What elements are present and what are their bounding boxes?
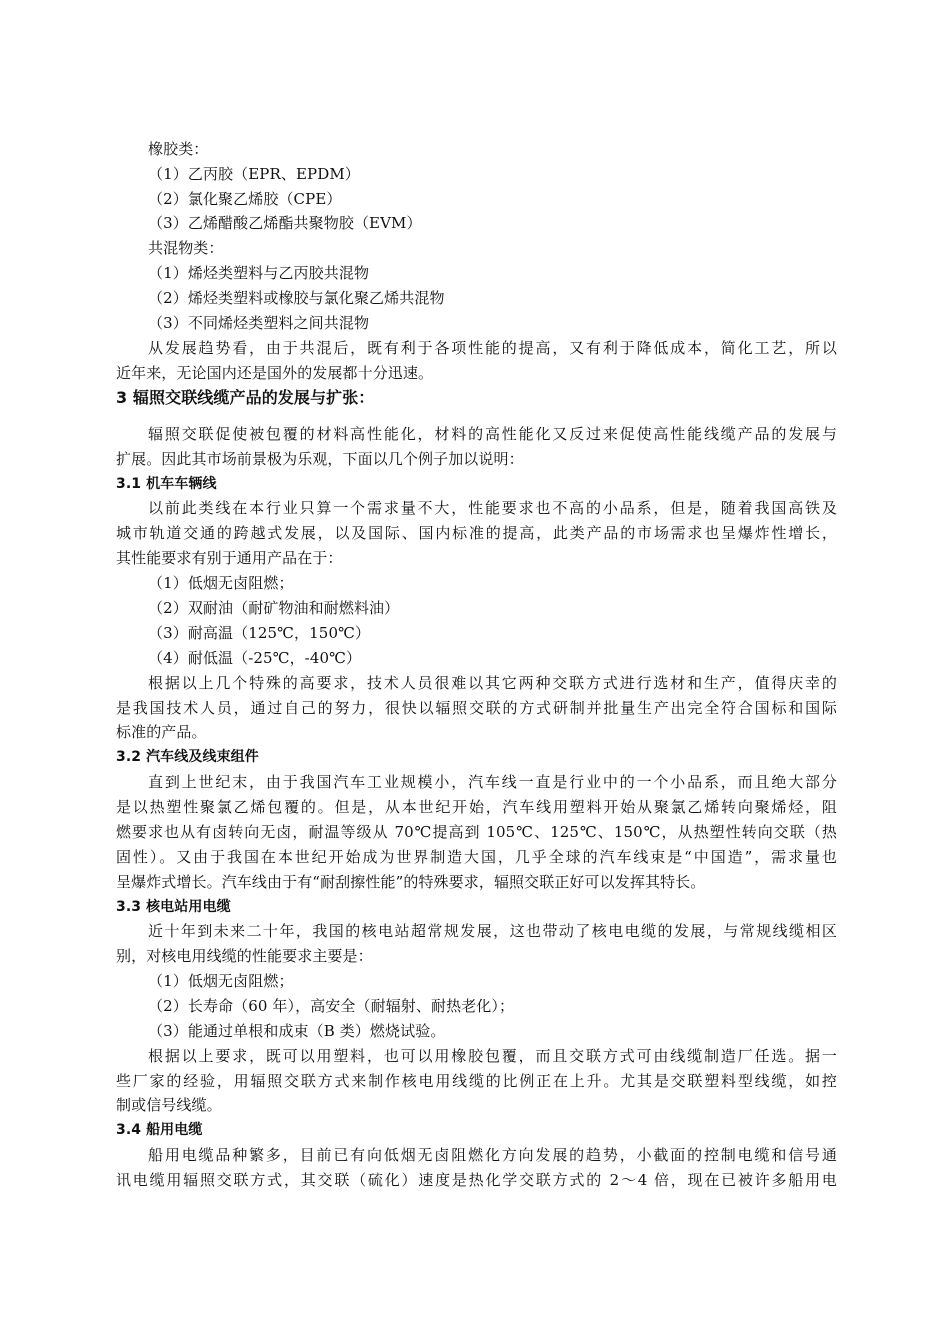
subsection-heading: 3.2 汽车线及线束组件 <box>116 749 259 765</box>
paragraph-line: 根据以上几个特殊的高要求，技术人员很难以其它两种交联方式进行选材和生产，值得庆幸的 <box>148 674 837 692</box>
subsection-heading: 3.3 核电站用电缆 <box>116 899 231 915</box>
list-item: （3）能通过单根和成束（B 类）燃烧试验。 <box>148 1022 446 1040</box>
paragraph-line: 共混物类： <box>148 239 224 257</box>
paragraph-line: 船用电缆品种繁多，目前已有向低烟无卤阻燃化方向发展的趋势，小截面的控制电缆和信号通 <box>148 1146 837 1164</box>
paragraph-line: 别，对核电用线缆的性能要求主要是： <box>116 947 373 965</box>
list-item: （2）烯烃类塑料或橡胶与氯化聚乙烯共混物 <box>148 289 445 307</box>
paragraph-line: 扩展。因此其市场前景极为乐观，下面以几个例子加以说明： <box>116 450 524 468</box>
list-item: （1）低烟无卤阻燃； <box>148 972 294 990</box>
list-item: （3）不同烯烃类塑料之间共混物 <box>148 314 370 332</box>
subsection-heading: 3.1 机车车辆线 <box>116 476 217 492</box>
paragraph-line: 根据以上要求，既可以用塑料，也可以用橡胶包覆，而且交联方式可由线缆制造厂任选。据一 <box>148 1047 837 1065</box>
paragraph-line: 是以热塑性聚氯乙烯包覆的。但是，从本世纪开始，汽车线用塑料开始从聚氯乙烯转向聚烯烃，阻 <box>116 798 837 816</box>
paragraph-line: 直到上世纪末，由于我国汽车工业规模小，汽车线一直是行业中的一个小品系，而且绝大部分 <box>148 773 837 791</box>
paragraph-line: 呈爆炸式增长。汽车线由于有“耐刮擦性能”的特殊要求，辐照交联正好可以发挥其特长。 <box>116 873 706 891</box>
paragraph-line: 城市轨道交通的跨越式发展，以及国际、国内标准的提高，此类产品的市场需求也呈爆炸性增长， <box>116 524 837 542</box>
paragraph-line: 固性）。又由于我国在本世纪开始成为世界制造大国，几乎全球的汽车线束是“中国造”，需求量也 <box>116 848 837 866</box>
paragraph-line: 近年来，无论国内还是国外的发展都十分迅速。 <box>116 364 434 382</box>
paragraph-line: 以前此类线在本行业只算一个需求量不大，性能要求也不高的小品系，但是，随着我国高铁及 <box>148 499 837 517</box>
section-heading: 3 辐照交联线缆产品的发展与扩张： <box>116 388 375 407</box>
paragraph-line: 辐照交联促使被包覆的材料高性能化，材料的高性能化又反过来促使高性能线缆产品的发展与 <box>148 425 837 443</box>
subsection-heading: 3.4 船用电缆 <box>116 1122 203 1138</box>
list-item: （2）氯化聚乙烯胶（CPE） <box>148 190 342 208</box>
paragraph-line: 燃要求也从有卤转向无卤，耐温等级从 70℃提高到 105℃、125℃、150℃，从热塑性转向交联（热 <box>116 823 837 841</box>
paragraph-line: 讯电缆用辐照交联方式，其交联（硫化）速度是热化学交联方式的 2～4 倍，现在已被许多船用电 <box>116 1171 837 1189</box>
paragraph-line: 其性能要求有别于通用产品在于： <box>116 549 343 567</box>
paragraph-line: 制或信号线缆。 <box>116 1096 222 1114</box>
paragraph-line: 些厂家的经验，用辐照交联方式来制作核电用线缆的比例正在上升。尤其是交联塑料型线缆，如控 <box>116 1072 837 1090</box>
paragraph-line: 从发展趋势看，由于共混后，既有利于各项性能的提高，又有利于降低成本，简化工艺，所以 <box>148 339 837 357</box>
list-item: （3）乙烯醋酸乙烯酯共聚物胶（EVM） <box>148 214 422 232</box>
list-item: （4）耐低温（-25℃，-40℃） <box>148 649 362 667</box>
list-item: （2）长寿命（60 年），高安全（耐辐射、耐热老化）； <box>148 997 515 1015</box>
list-item: （2）双耐油（耐矿物油和耐燃料油） <box>148 599 400 617</box>
list-item: （3）耐高温（125℃，150℃） <box>148 624 371 642</box>
list-item: （1）烯烃类塑料与乙丙胶共混物 <box>148 264 370 282</box>
paragraph-line: 是我国技术人员，通过自己的努力，很快以辐照交联的方式研制并批量生产出完全符合国标和国际 <box>116 699 837 717</box>
list-item: （1）低烟无卤阻燃； <box>148 574 294 592</box>
list-item: （1）乙丙胶（EPR、EPDM） <box>148 165 360 183</box>
paragraph-line: 标准的产品。 <box>116 723 207 741</box>
paragraph-line: 近十年到未来二十年，我国的核电站超常规发展，这也带动了核电电缆的发展，与常规线缆相区 <box>148 922 837 940</box>
paragraph-line: 橡胶类： <box>148 140 209 158</box>
